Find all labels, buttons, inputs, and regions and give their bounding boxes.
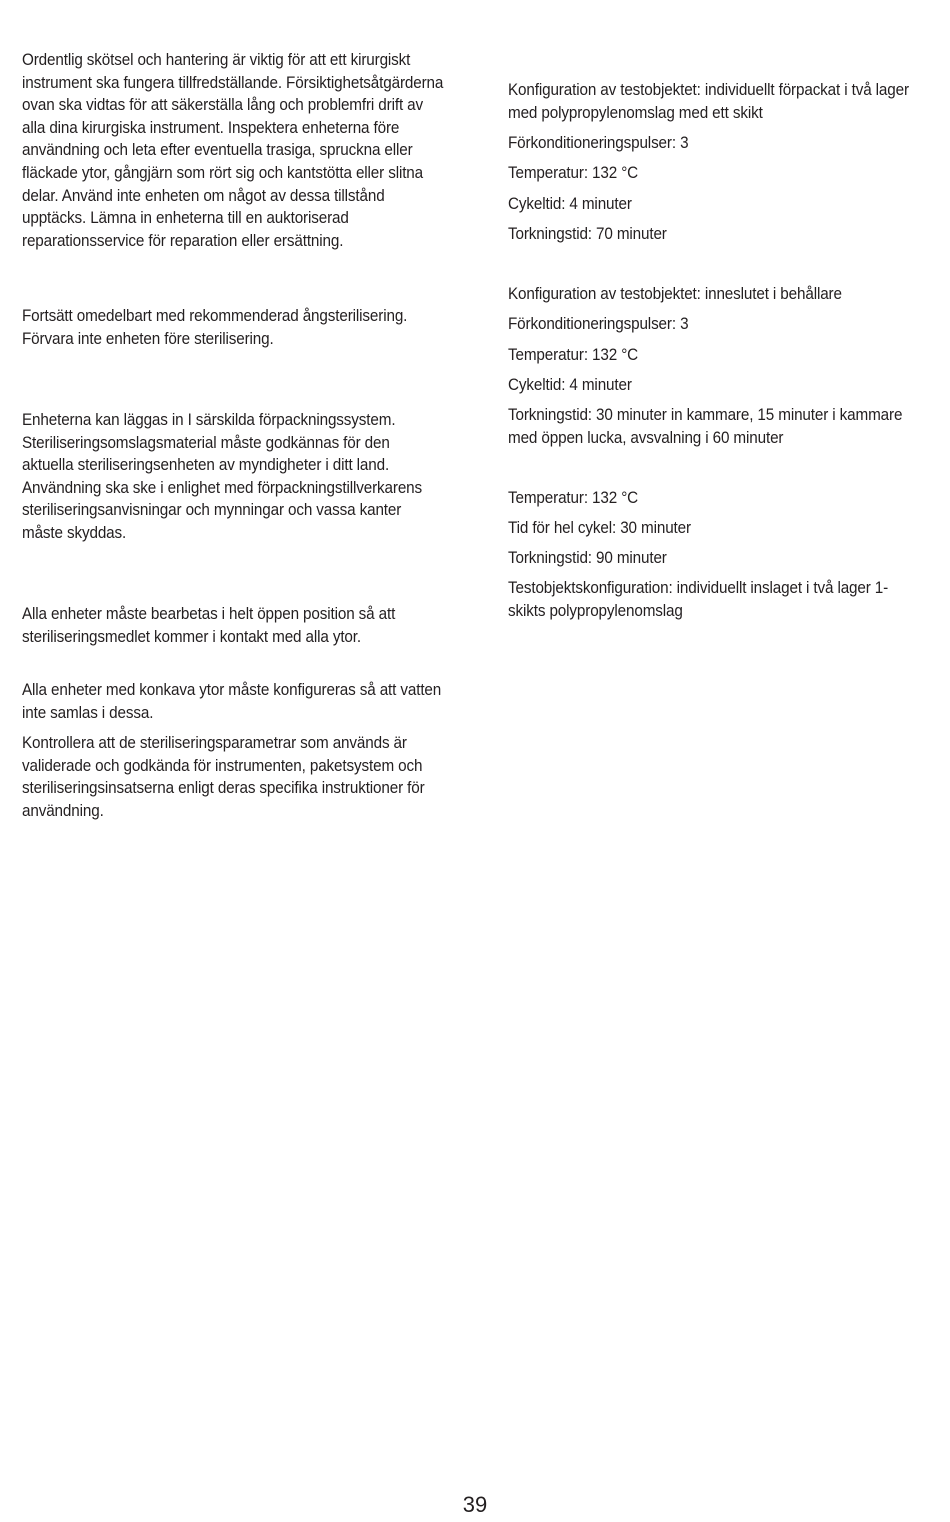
preconditioning-line: Förkonditioneringspulser: 3 bbox=[508, 314, 689, 333]
steam-sterilization-paragraph: Fortsätt omedelbart med rekommenderad ångsterilisering. Förvara inte enheten före sterilisering. bbox=[22, 306, 408, 348]
cycle-time-line: Cykeltid: 4 minuter bbox=[508, 375, 632, 394]
drying-time-line: Torkningstid: 70 minuter bbox=[508, 224, 667, 243]
test-config-line: Testobjektskonfiguration: individuellt inslaget i två lager 1-skikts polypropylenomslag bbox=[508, 578, 889, 620]
drying-time-line: Torkningstid: 30 minuter in kammare, 15 minuter i kammare med öppen lucka, avsvalning i 60 minuter bbox=[508, 405, 903, 447]
temperature-line: Temperatur: 132 °C bbox=[508, 345, 639, 364]
care-handling-paragraph: Ordentlig skötsel och hantering är viktig för att ett kirurgiskt instrument ska fungera tillfredställande. Försiktighetsåtgärderna ovan ska vidtas för att säkerställa lång och problemfri drift av alla dina kirurgiska instrument. Inspektera enheterna före användning och leta efter eventuella trasiga, spruckna eller fläckade ytor, gångjärn som rört sig och kantstötta eller slitna delar. Använd inte enheten om något av dessa tillstånd upptäcks. Lämna in enheterna till en auktoriserad reparationsservice för reparation eller ersättning. bbox=[22, 50, 444, 250]
temperature-line: Temperatur: 132 °C bbox=[508, 163, 639, 182]
test-config-line: Konfiguration av testobjektet: inneslutet i behållare bbox=[508, 284, 842, 303]
page-number: 39 bbox=[462, 1492, 488, 1517]
concave-surfaces-paragraph: Alla enheter med konkava ytor måste konfigureras så att vatten inte samlas i dessa. bbox=[22, 680, 442, 722]
full-cycle-time-line: Tid för hel cykel: 30 minuter bbox=[508, 518, 691, 537]
cycle-time-line: Cykeltid: 4 minuter bbox=[508, 194, 632, 213]
test-config-line: Konfiguration av testobjektet: individuellt förpackat i två lager med polypropylenomslag med ett skikt bbox=[508, 80, 909, 122]
temperature-line: Temperatur: 132 °C bbox=[508, 488, 639, 507]
open-position-paragraph: Alla enheter måste bearbetas i helt öppen position så att steriliseringsmedlet kommer i kontakt med alla ytor. bbox=[22, 604, 396, 646]
packaging-paragraph: Enheterna kan läggas in I särskilda förpackningssystem. Steriliseringsomslagsmaterial måste godkännas för den aktuella steriliseringsenheten av myndigheter i ditt land. Användning ska ske i enlighet med förpackningstillverkarens steriliseringsanvisningar och mynningar och vassa kanter måste skyddas. bbox=[22, 410, 423, 542]
sterilization-parameters-paragraph: Kontrollera att de steriliseringsparametrar som används är validerade och godkända för instrumenten, paketsystem och steriliseringsinsatserna enligt deras specifika instruktioner för användning. bbox=[22, 733, 425, 820]
preconditioning-line: Förkonditioneringspulser: 3 bbox=[508, 133, 689, 152]
drying-time-line: Torkningstid: 90 minuter bbox=[508, 548, 667, 567]
